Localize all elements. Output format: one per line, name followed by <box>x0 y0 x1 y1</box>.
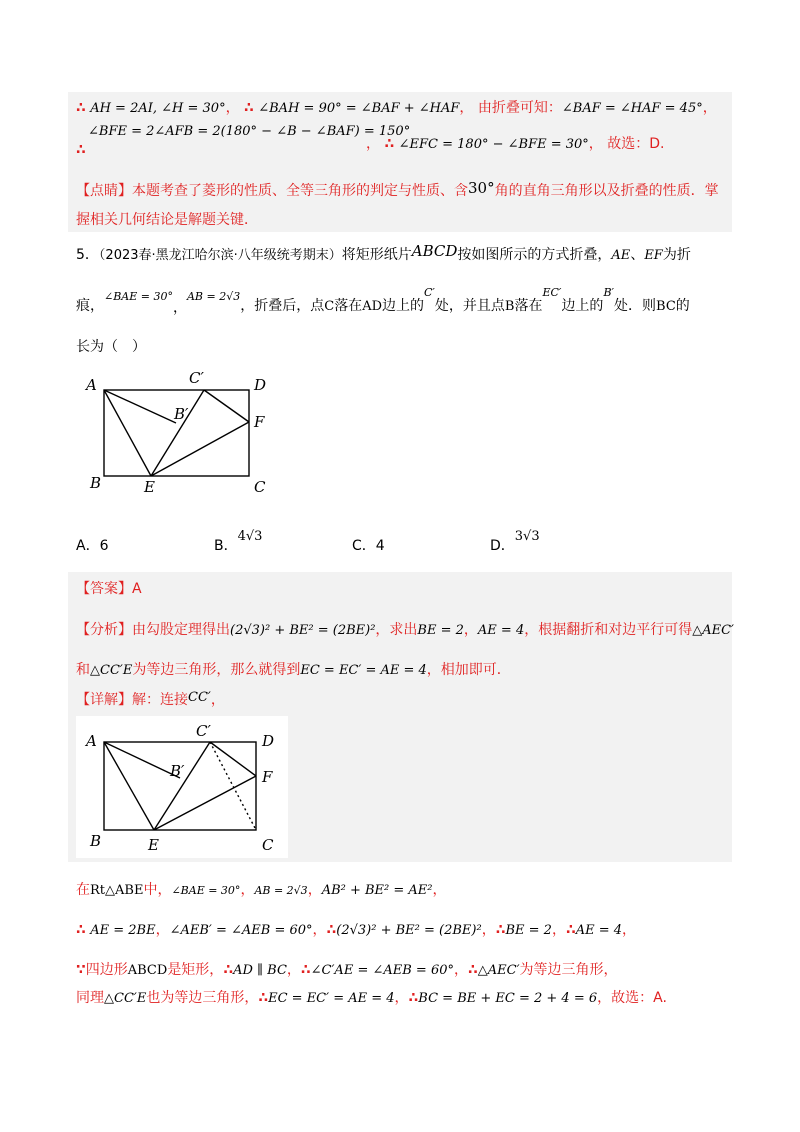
analysis-line1: 【分析】由勾股定理得出(2√3)² + BE² = (2BE)²，求出BE = 2，AE = 4，根据翻折和对边平行可得△AEC′ <box>76 622 734 638</box>
question-line3: 长为（ ） <box>76 339 146 355</box>
option-b[interactable]: B．4√3 <box>214 529 263 554</box>
solution-top-line1: ∴ AH = 2AI, ∠H = 30°， ∴ ∠BAH = 90° = ∠BAF + ∠HAF， 由折叠可知：∠BAF = ∠HAF = 45°， <box>76 100 717 116</box>
solution-line4: 同理△CC′E也为等边三角形，∴EC = EC′ = AE = 4，∴BC = BE + EC = 2 + 4 = 6，故选：A. <box>76 990 667 1006</box>
option-a[interactable]: A．6 <box>76 538 109 554</box>
solution-line2: ∴ AE = 2BE，∠AEB′ = ∠AEB = 60°，∴(2√3)² + BE² = (2BE)²，∴BE = 2，∴AE = 4， <box>76 922 636 938</box>
segment-ab1 <box>104 390 176 423</box>
solution-line3: ∵四边形ABCD是矩形，∴AD ∥ BC，∴∠C′AE = ∠AEB = 60°，∴△AEC′为等边三角形， <box>76 962 618 978</box>
question-figure <box>76 368 276 493</box>
segment-ab1-2 <box>104 742 180 778</box>
detail-line: 【详解】解：连接CC′， <box>76 690 225 708</box>
label-d-2: D <box>262 732 275 750</box>
label-e-2: E <box>148 836 159 854</box>
label-f: F <box>254 413 265 431</box>
label-c1-2: C′ <box>196 722 211 740</box>
option-c[interactable]: C．4 <box>352 538 385 554</box>
segment-cc1-dotted <box>210 742 256 830</box>
label-b1: B′ <box>174 405 189 423</box>
answer-line: 【答案】A <box>76 581 142 597</box>
label-a: A <box>86 376 97 394</box>
segment-c1f-2 <box>210 742 256 776</box>
solution-line1: 在Rt△ABE中，∠BAE = 30°，AB = 2√3，AB² + BE² = AE²， <box>76 882 447 898</box>
label-d: D <box>254 376 267 394</box>
label-c-2: C <box>262 836 274 854</box>
rectangle-abcd <box>104 390 249 476</box>
segment-ec1 <box>151 390 204 476</box>
label-a-2: A <box>86 732 97 750</box>
option-d[interactable]: D．3√3 <box>490 529 540 554</box>
label-c: C <box>254 478 266 493</box>
question-line2: 痕，$^{\angle BAE = 30^\circ}$，$^{AB = 2√3}$，折叠后，点C落在AD边上的$^{C'}$处，并且点B落在$^{EC'}$边上的$^{B'}$处．则BC的 <box>76 286 690 316</box>
solution-top-line2c: ， ∴ ∠EFC = 180° − ∠BFE = 30°， 故选：D. <box>366 136 665 152</box>
label-b: B <box>90 474 102 492</box>
solution-top-line2b: ∴ <box>76 142 86 158</box>
label-e: E <box>144 478 155 493</box>
segment-ef-2 <box>154 776 256 830</box>
analysis-line2: 和△CC′E为等边三角形，那么就得到EC = EC′ = AE = 4，相加即可． <box>76 662 511 678</box>
segment-ec1-2 <box>154 742 210 830</box>
segment-ef <box>151 422 249 476</box>
segment-ae <box>104 390 151 476</box>
label-b1-2: B′ <box>170 762 185 780</box>
label-c1: C′ <box>189 369 204 387</box>
label-b-2: B <box>90 832 102 850</box>
detail-figure <box>76 716 288 858</box>
label-f-2: F <box>262 768 273 786</box>
question-line1: 5．（2023春·黑龙江哈尔滨·八年级统考期末）将矩形纸片ABCD按如图所示的方式折叠，AE、EF为折 <box>76 242 691 263</box>
solution-top-line2: ∠BFE = 2∠AFB = 2(180° − ∠B − ∠BAF) = 150° <box>88 124 411 139</box>
segment-ae-2 <box>104 742 154 830</box>
comment-line2: 握相关几何结论是解题关键． <box>76 212 258 228</box>
segment-c1f <box>204 390 249 422</box>
comment-line1: 【点睛】本题考查了菱形的性质、全等三角形的判定与性质、含30°角的直角三角形以及折叠的性质．掌 <box>76 179 719 199</box>
